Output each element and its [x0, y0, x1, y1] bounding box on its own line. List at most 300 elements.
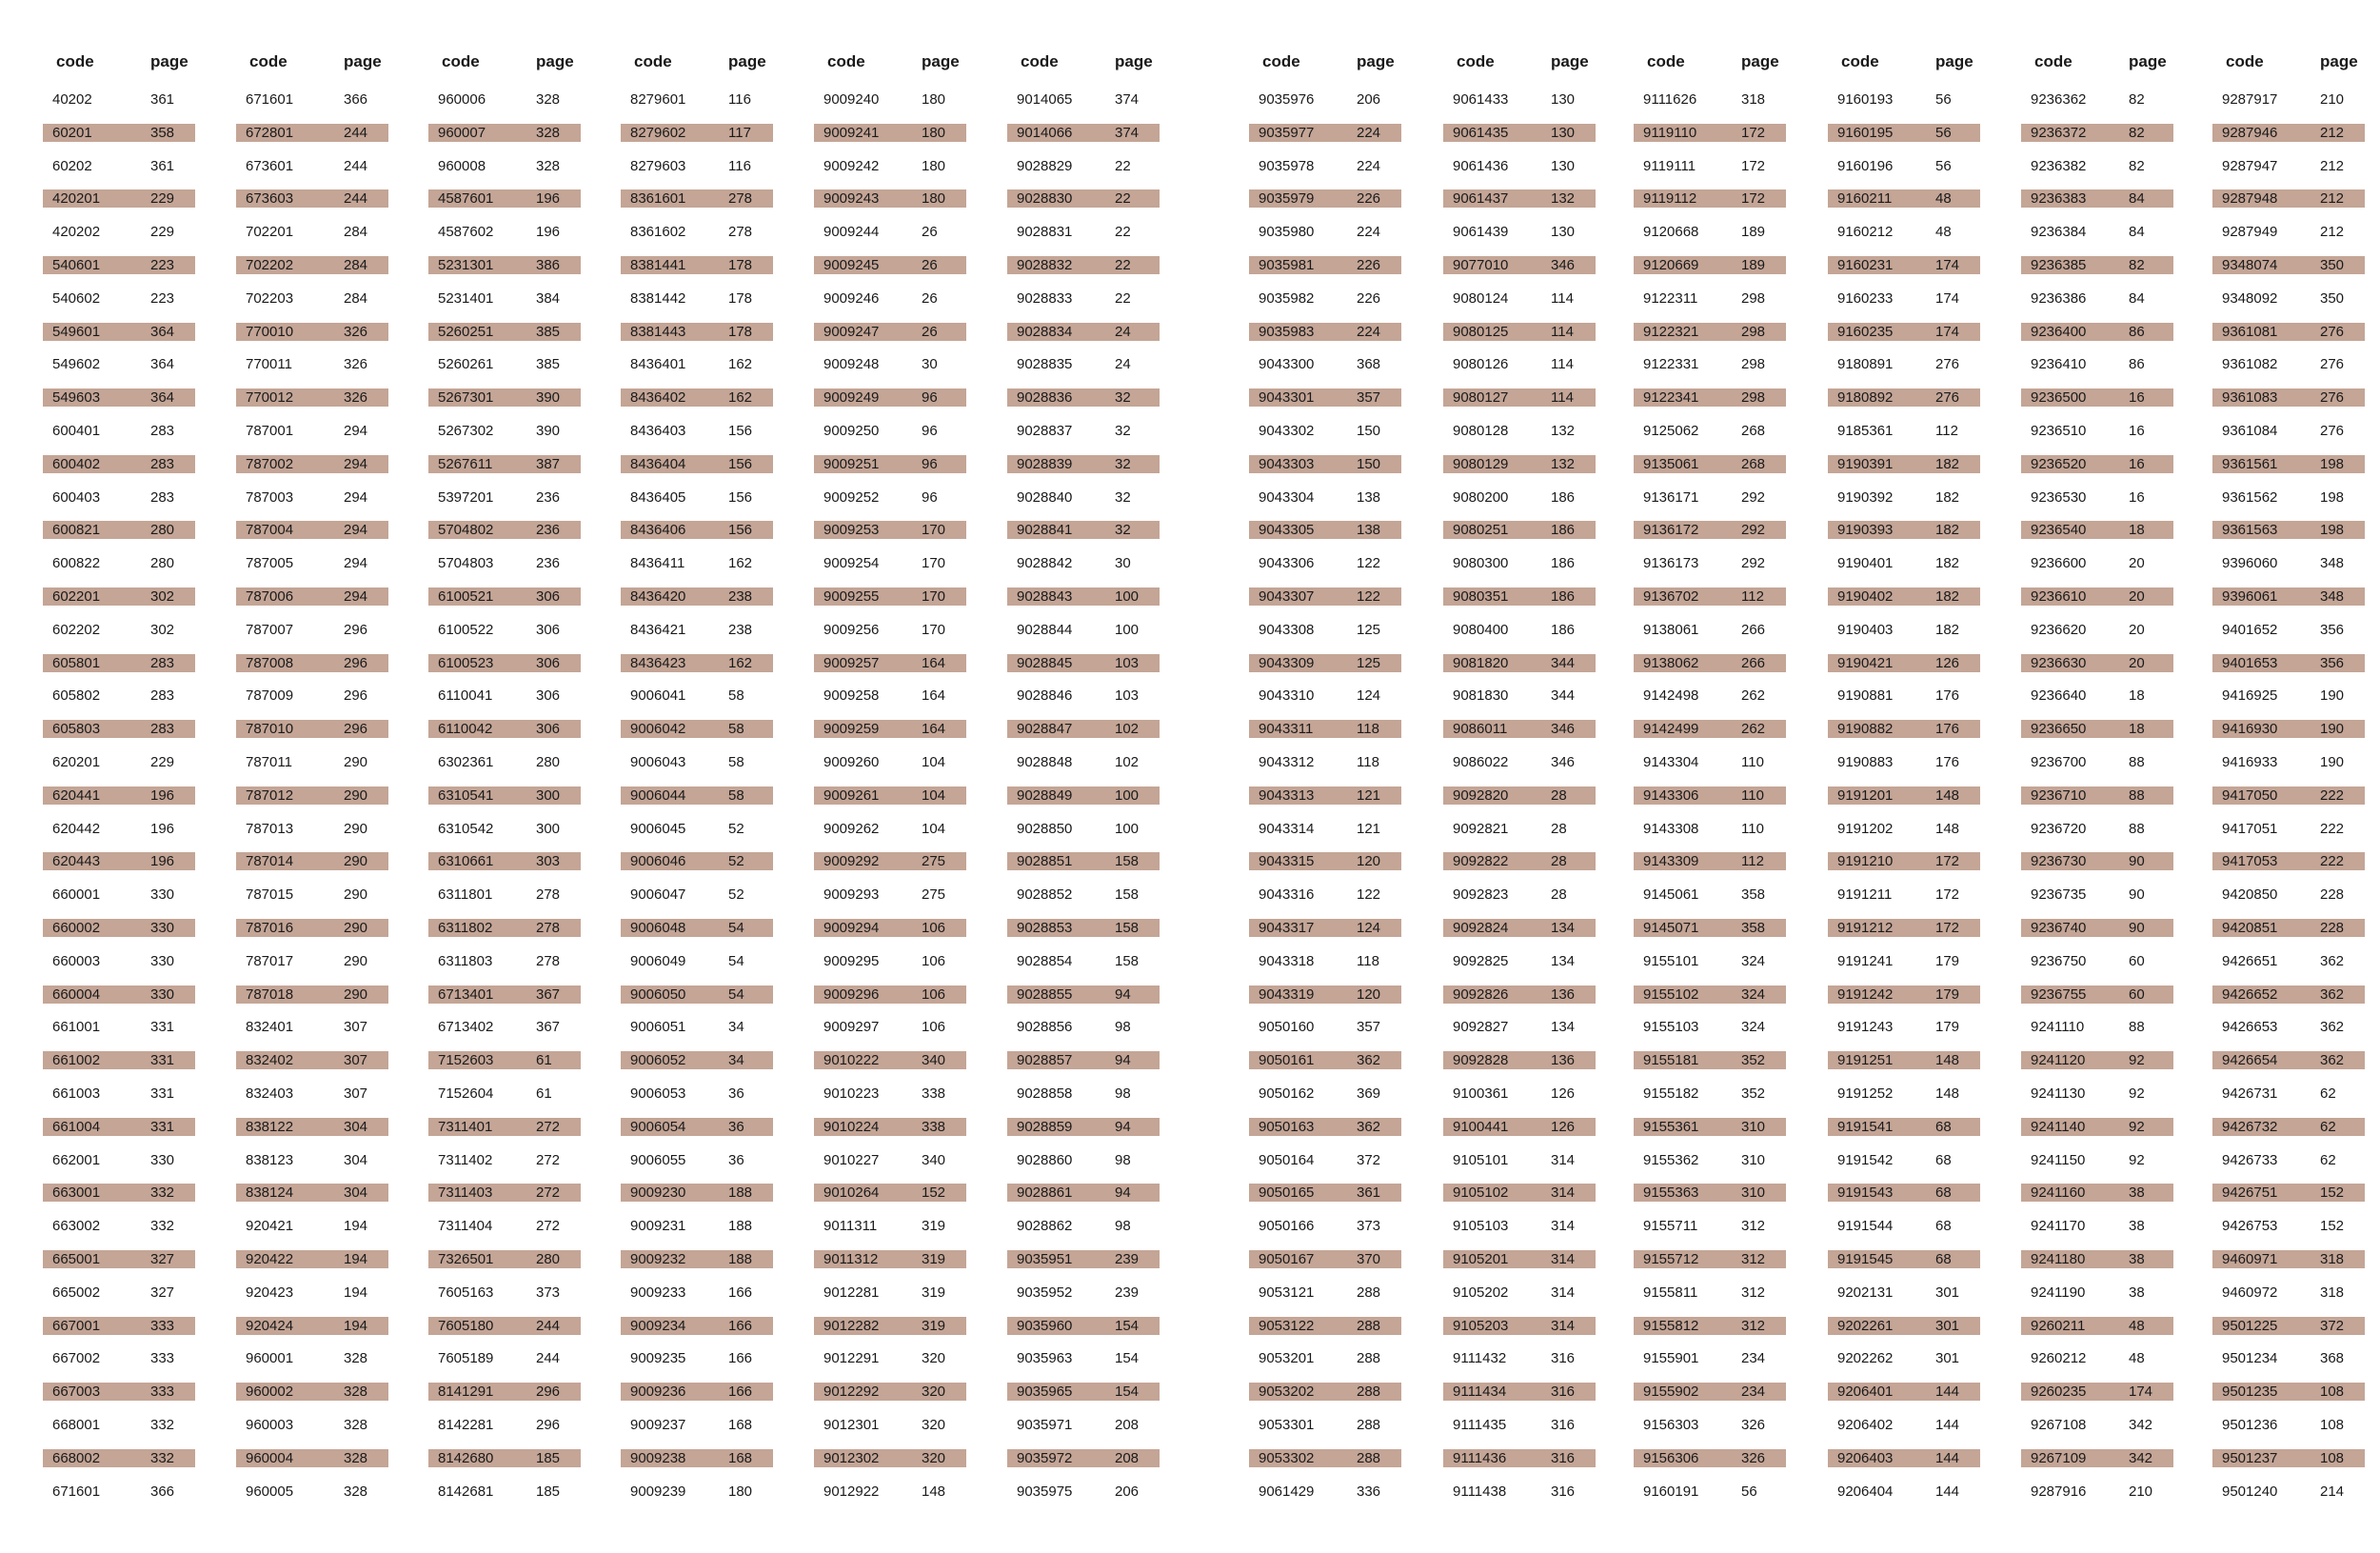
page-cell: 178 [728, 257, 753, 273]
header-page: page [2129, 52, 2167, 70]
page-cell: 373 [1357, 1218, 1381, 1235]
page-cell: 68 [1935, 1118, 1952, 1135]
index-row [2212, 1217, 2365, 1235]
page-cell: 130 [1551, 157, 1576, 174]
code-cell: 9501240 [2222, 1483, 2278, 1500]
index-row [1007, 256, 1160, 274]
page-cell: 358 [150, 124, 175, 141]
code-cell: 9028849 [1017, 786, 1073, 804]
page-cell: 346 [1551, 257, 1576, 273]
page-cell: 148 [1935, 1085, 1960, 1102]
code-cell: 960004 [246, 1449, 294, 1466]
page-cell: 236 [536, 522, 561, 539]
code-cell: 9028829 [1017, 157, 1073, 174]
page-cell: 48 [1935, 224, 1952, 241]
index-row [1634, 852, 1786, 870]
index-row [428, 886, 581, 904]
code-cell: 9050165 [1259, 1185, 1315, 1202]
code-cell: 9043319 [1259, 986, 1315, 1003]
code-cell: 9501236 [2222, 1417, 2278, 1433]
code-cell: 9061435 [1453, 124, 1509, 141]
code-cell: 9061437 [1453, 190, 1509, 208]
page-cell: 54 [728, 986, 744, 1003]
code-cell: 9417051 [2222, 820, 2278, 837]
page-cell: 162 [728, 356, 753, 373]
index-row [1828, 124, 1980, 142]
code-cell: 9191211 [1837, 886, 1893, 904]
index-row [236, 223, 388, 241]
page-cell: 134 [1551, 952, 1576, 969]
code-cell: 9111626 [1643, 91, 1697, 108]
code-cell: 9009258 [823, 687, 880, 705]
page-cell: 290 [344, 952, 368, 969]
page-cell: 24 [1115, 356, 1131, 373]
page-cell: 319 [922, 1317, 946, 1334]
index-row [1007, 1217, 1160, 1235]
index-row [1634, 886, 1786, 904]
index-row [428, 157, 581, 175]
index-row [1443, 753, 1596, 771]
index-row [236, 753, 388, 771]
header-page: page [344, 52, 382, 70]
code-cell: 9028853 [1017, 920, 1073, 936]
index-row [1634, 952, 1786, 970]
code-cell: 9191541 [1837, 1118, 1894, 1135]
code-cell: 5260251 [438, 323, 494, 340]
code-cell: 9119112 [1643, 190, 1697, 208]
page-cell: 82 [2129, 91, 2145, 108]
code-cell: 9260211 [2031, 1317, 2086, 1334]
index-row [621, 554, 773, 572]
page-cell: 68 [1935, 1218, 1952, 1235]
index-row [236, 1151, 388, 1169]
page-cell: 206 [1115, 1483, 1140, 1500]
index-row [428, 1284, 581, 1302]
index-row [1007, 986, 1160, 1004]
page-cell: 390 [536, 389, 561, 407]
page-cell: 20 [2129, 654, 2145, 671]
code-cell: 9009297 [823, 1019, 880, 1036]
index-row [1634, 786, 1786, 805]
code-cell: 8141291 [438, 1384, 494, 1401]
page-cell: 22 [1115, 224, 1131, 241]
index-row [1007, 1317, 1160, 1335]
code-cell: 9191243 [1837, 1019, 1894, 1036]
index-row [2212, 488, 2365, 507]
page-cell: 318 [2320, 1251, 2345, 1267]
page-cell: 302 [150, 621, 175, 638]
index-row [43, 1217, 195, 1235]
page-cell: 266 [1741, 621, 1766, 638]
index-row [621, 986, 773, 1004]
index-row [428, 90, 581, 109]
index-row [1828, 1217, 1980, 1235]
code-cell: 5267301 [438, 389, 494, 407]
index-row [1443, 720, 1596, 738]
code-cell: 9006050 [630, 986, 686, 1003]
page-cell: 62 [2320, 1085, 2336, 1102]
index-row [2021, 388, 2173, 407]
page-cell: 18 [2129, 687, 2145, 705]
code-cell: 9236385 [2031, 257, 2087, 273]
page-cell: 385 [536, 356, 561, 373]
index-row [1634, 90, 1786, 109]
code-cell: 9009245 [823, 257, 880, 273]
index-row [621, 1085, 773, 1103]
page-cell: 307 [344, 1052, 368, 1069]
index-row [1828, 157, 1980, 175]
header-page: page [1551, 52, 1589, 70]
code-cell: 9009230 [630, 1185, 686, 1202]
index-row [236, 256, 388, 274]
code-cell: 9122311 [1643, 289, 1698, 307]
page-cell: 301 [1935, 1350, 1960, 1367]
index-row [621, 1349, 773, 1367]
index-row [236, 1018, 388, 1036]
code-cell: 662001 [52, 1151, 101, 1168]
code-cell: 9028862 [1017, 1218, 1073, 1235]
page-cell: 266 [1741, 654, 1766, 671]
code-cell: 8436420 [630, 588, 686, 605]
code-cell: 9460972 [2222, 1284, 2278, 1301]
index-row [621, 455, 773, 473]
code-cell: 8279601 [630, 91, 686, 108]
index-row [1828, 1118, 1980, 1136]
page-cell: 166 [728, 1317, 753, 1334]
code-cell: 9009244 [823, 224, 880, 241]
page-cell: 364 [150, 323, 175, 340]
code-cell: 9043308 [1259, 621, 1315, 638]
index-row [621, 1483, 773, 1501]
index-row [428, 422, 581, 440]
index-row [1249, 1118, 1401, 1136]
page-cell: 283 [150, 721, 175, 738]
index-row [1634, 720, 1786, 738]
page-cell: 96 [922, 389, 938, 407]
index-row [1007, 621, 1160, 639]
code-cell: 832401 [246, 1019, 294, 1036]
index-row [1828, 852, 1980, 870]
page-cell: 58 [728, 687, 744, 705]
index-row [814, 720, 966, 738]
page-cell: 283 [150, 423, 175, 439]
code-cell: 9080129 [1453, 455, 1509, 472]
code-cell: 9236510 [2031, 423, 2087, 439]
index-row [2212, 1085, 2365, 1103]
page-cell: 374 [1115, 124, 1140, 141]
code-cell: 9160211 [1837, 190, 1893, 208]
index-row [1007, 124, 1160, 142]
index-row [1443, 124, 1596, 142]
index-row [1634, 687, 1786, 705]
page-cell: 333 [150, 1384, 175, 1401]
page-cell: 296 [536, 1417, 561, 1433]
index-row [1249, 986, 1401, 1004]
index-row [814, 1284, 966, 1302]
page-cell: 106 [922, 952, 946, 969]
index-row [236, 952, 388, 970]
code-cell: 9092827 [1453, 1019, 1509, 1036]
index-row [1007, 488, 1160, 507]
code-cell: 9053301 [1259, 1417, 1315, 1433]
page-cell: 372 [1357, 1151, 1381, 1168]
page-cell: 314 [1551, 1251, 1576, 1267]
code-cell: 420202 [52, 224, 101, 241]
code-cell: 9035960 [1017, 1317, 1073, 1334]
index-row [1443, 1284, 1596, 1302]
code-cell: 8381443 [630, 323, 686, 340]
code-cell: 4587602 [438, 224, 494, 241]
index-row [1007, 323, 1160, 341]
index-row [428, 1349, 581, 1367]
index-row [1007, 1449, 1160, 1467]
code-cell: 9287946 [2222, 124, 2278, 141]
page-cell: 136 [1551, 1052, 1576, 1069]
page-cell: 357 [1357, 389, 1381, 407]
code-cell: 7311404 [438, 1218, 493, 1235]
code-cell: 9136702 [1643, 588, 1699, 605]
code-cell: 9009242 [823, 157, 880, 174]
page-cell: 330 [150, 1151, 175, 1168]
page-cell: 333 [150, 1350, 175, 1367]
column-header [621, 52, 773, 75]
code-cell: 7605163 [438, 1284, 494, 1301]
index-row [814, 1483, 966, 1501]
page-cell: 86 [2129, 323, 2145, 340]
index-row [1007, 1349, 1160, 1367]
index-row [1249, 621, 1401, 639]
index-row [43, 886, 195, 904]
index-row [1249, 753, 1401, 771]
code-cell: 9043311 [1259, 721, 1314, 738]
index-row [1007, 952, 1160, 970]
code-cell: 9043315 [1259, 853, 1315, 870]
index-row [2021, 1184, 2173, 1202]
page-cell: 122 [1357, 555, 1381, 572]
code-cell: 9035951 [1017, 1251, 1073, 1267]
page-cell: 198 [2320, 488, 2345, 506]
index-row [2212, 223, 2365, 241]
page-cell: 94 [1115, 1185, 1131, 1202]
index-row [621, 1217, 773, 1235]
index-row [621, 952, 773, 970]
index-row [1828, 323, 1980, 341]
page-cell: 296 [344, 654, 368, 671]
code-cell: 6110042 [438, 721, 493, 738]
code-cell: 8436402 [630, 389, 686, 407]
page-cell: 98 [1115, 1218, 1131, 1235]
page-cell: 330 [150, 920, 175, 936]
code-cell: 9009260 [823, 754, 880, 770]
index-row [1443, 554, 1596, 572]
code-cell: 9361082 [2222, 356, 2278, 373]
index-row [2021, 1349, 2173, 1367]
index-row [428, 753, 581, 771]
page-cell: 38 [2129, 1218, 2145, 1235]
page-cell: 190 [2320, 754, 2345, 770]
code-cell: 9028834 [1017, 323, 1073, 340]
page-cell: 236 [536, 488, 561, 506]
index-row [1634, 919, 1786, 937]
page-cell: 196 [536, 224, 561, 241]
code-cell: 661004 [52, 1118, 101, 1135]
code-cell: 620443 [52, 853, 101, 870]
index-row [428, 1250, 581, 1268]
page-cell: 332 [150, 1449, 175, 1466]
code-cell: 9396061 [2222, 588, 2278, 605]
index-row [1634, 422, 1786, 440]
code-cell: 9014066 [1017, 124, 1073, 141]
code-cell: 9006055 [630, 1151, 686, 1168]
page-cell: 108 [2320, 1449, 2345, 1466]
index-row [1828, 986, 1980, 1004]
page-cell: 185 [536, 1449, 561, 1466]
index-row [1443, 1118, 1596, 1136]
code-cell: 8279602 [630, 124, 686, 141]
code-cell: 5704803 [438, 555, 494, 572]
index-row [428, 1449, 581, 1467]
page-cell: 116 [728, 91, 751, 108]
code-cell: 600822 [52, 555, 101, 572]
index-row [43, 355, 195, 373]
index-row [814, 654, 966, 672]
code-cell: 9061436 [1453, 157, 1509, 174]
page-cell: 236 [536, 555, 561, 572]
index-row [1007, 1250, 1160, 1268]
page-cell: 234 [1741, 1350, 1766, 1367]
index-row [1443, 919, 1596, 937]
page-cell: 358 [1741, 920, 1766, 936]
index-row [814, 952, 966, 970]
index-row [621, 355, 773, 373]
page-cell: 30 [1115, 555, 1131, 572]
index-row [2021, 90, 2173, 109]
page-cell: 30 [922, 356, 938, 373]
code-cell: 9053121 [1259, 1284, 1315, 1301]
index-row [43, 388, 195, 407]
page-cell: 20 [2129, 588, 2145, 605]
page-cell: 296 [536, 1384, 561, 1401]
index-row [814, 521, 966, 539]
page-cell: 366 [150, 1483, 175, 1500]
index-row [1634, 1051, 1786, 1069]
page-cell: 180 [922, 124, 946, 141]
index-row [1249, 720, 1401, 738]
code-cell: 9236382 [2031, 157, 2087, 174]
page-cell: 302 [150, 588, 175, 605]
code-cell: 9006046 [630, 853, 686, 870]
page-cell: 346 [1551, 754, 1576, 770]
code-cell: 9236750 [2031, 952, 2087, 969]
index-row [2021, 1383, 2173, 1401]
page-cell: 124 [1357, 687, 1381, 705]
code-cell: 9142498 [1643, 687, 1699, 705]
code-cell: 8436411 [630, 555, 685, 572]
page-cell: 296 [344, 721, 368, 738]
page-cell: 34 [728, 1052, 744, 1069]
page-cell: 92 [2129, 1118, 2145, 1135]
code-cell: 9006044 [630, 786, 686, 804]
index-row [621, 852, 773, 870]
index-row [814, 1416, 966, 1434]
index-row [1634, 1416, 1786, 1434]
page-cell: 244 [344, 190, 368, 208]
code-cell: 9080124 [1453, 289, 1509, 307]
code-cell: 9426654 [2222, 1052, 2278, 1069]
code-cell: 960003 [246, 1417, 294, 1433]
index-row [1007, 1051, 1160, 1069]
page-cell: 190 [2320, 687, 2345, 705]
code-cell: 9241190 [2031, 1284, 2086, 1301]
code-cell: 9009249 [823, 389, 880, 407]
code-cell: 9009256 [823, 621, 880, 638]
index-row [236, 1317, 388, 1335]
page-cell: 290 [344, 986, 368, 1003]
code-cell: 920421 [246, 1218, 294, 1235]
header-code: code [249, 52, 288, 70]
page-cell: 275 [922, 853, 946, 870]
page-cell: 130 [1551, 224, 1576, 241]
index-row [428, 455, 581, 473]
code-cell: 9043306 [1259, 555, 1315, 572]
page-cell: 306 [536, 721, 561, 738]
page-cell: 172 [1741, 124, 1766, 141]
page-cell: 362 [2320, 1052, 2345, 1069]
code-cell: 9191543 [1837, 1185, 1894, 1202]
page-cell: 314 [1551, 1185, 1576, 1202]
code-cell: 9236400 [2031, 323, 2087, 340]
code-cell: 9191201 [1837, 786, 1894, 804]
page-cell: 276 [2320, 389, 2345, 407]
code-cell: 5267302 [438, 423, 494, 439]
code-cell: 6110041 [438, 687, 493, 705]
code-cell: 9009235 [630, 1350, 686, 1367]
index-row [1828, 587, 1980, 606]
page-cell: 288 [1357, 1449, 1381, 1466]
page-cell: 28 [1551, 886, 1567, 904]
code-cell: 9053302 [1259, 1449, 1315, 1466]
code-cell: 9092822 [1453, 853, 1509, 870]
page-cell: 226 [1357, 257, 1381, 273]
page-cell: 90 [2129, 886, 2145, 904]
header-page: page [1935, 52, 1973, 70]
index-row [1443, 820, 1596, 838]
page-cell: 174 [2129, 1384, 2153, 1401]
page-cell: 294 [344, 522, 368, 539]
page-cell: 326 [344, 356, 368, 373]
page-cell: 244 [536, 1350, 561, 1367]
index-row [2212, 1118, 2365, 1136]
page-cell: 122 [1357, 588, 1381, 605]
code-cell: 9136173 [1643, 555, 1699, 572]
code-cell: 9006042 [630, 721, 686, 738]
index-row [2212, 189, 2365, 208]
index-row [43, 654, 195, 672]
code-cell: 9035972 [1017, 1449, 1073, 1466]
index-row [1443, 1151, 1596, 1169]
code-cell: 9012291 [823, 1350, 880, 1367]
column-header [1828, 52, 1980, 75]
page-cell: 239 [1115, 1284, 1140, 1301]
index-row [236, 654, 388, 672]
code-cell: 9105201 [1453, 1251, 1509, 1267]
page-cell: 174 [1935, 257, 1960, 273]
index-row [1249, 1349, 1401, 1367]
code-cell: 9236720 [2031, 820, 2087, 837]
index-row [814, 820, 966, 838]
code-cell: 602202 [52, 621, 101, 638]
index-row [236, 455, 388, 473]
